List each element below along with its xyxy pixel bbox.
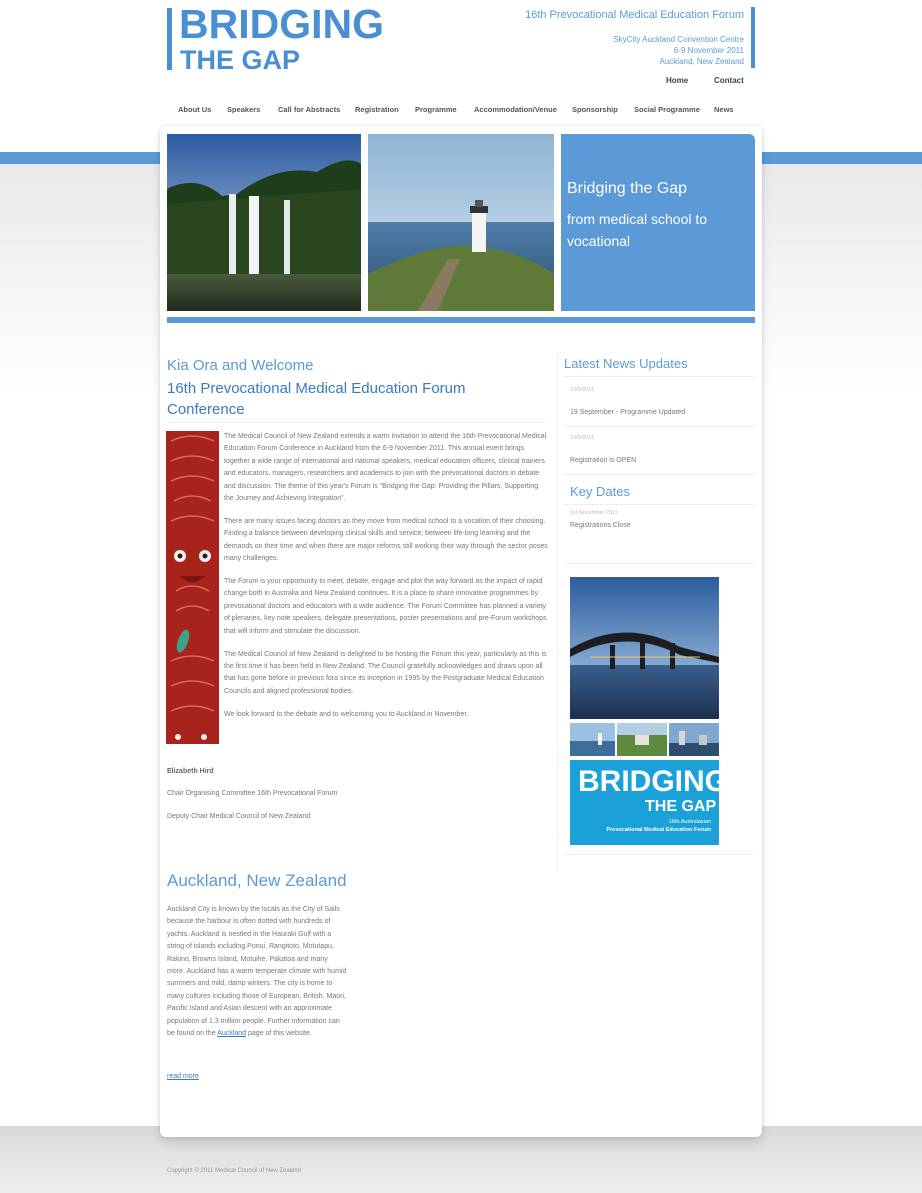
welcome-heading: Kia Ora and Welcome (167, 357, 314, 374)
nav-item-sponsorship[interactable]: Sponsorship (572, 105, 618, 114)
gallery-thumbnail[interactable] (669, 723, 719, 756)
auckland-page-link[interactable]: Auckland (217, 1030, 247, 1038)
signer-name: Elizabeth Hird (167, 768, 214, 775)
key-date: 1st November 2011 (570, 510, 618, 516)
event-venue: SkyCity Auckland Convention Centre (613, 35, 744, 44)
maori-carving-image (166, 431, 219, 744)
key-dates-divider (564, 563, 755, 564)
signer-role-1: Chair Organising Committee 16th Prevocational Forum (167, 790, 338, 797)
ad-line2: THE GAP (645, 798, 717, 815)
logo-line1: BRIDGING (179, 1, 384, 47)
banner-divider (167, 317, 755, 323)
heading-divider (167, 422, 547, 423)
key-dates-divider (564, 504, 755, 505)
home-link[interactable]: Home (666, 76, 689, 85)
nav-item-accommodation[interactable]: Accommodation/Venue (474, 105, 557, 114)
nav-item-registration[interactable]: Registration (355, 105, 399, 114)
ad-line4: Prevocational Medical Education Forum (606, 827, 711, 833)
nav-item-about-us[interactable]: About Us (178, 105, 212, 114)
news-divider (564, 426, 755, 427)
news-date: 23/9/2011 (570, 387, 595, 393)
welcome-paragraph: There are many issues facing doctors as they move from medical school to a vocation of their choosing. Finding a balance between developing clinical skills and service, between life-long learning and the demands on their time and when there are major reforms still working their way through the sector poses many challenges. (224, 517, 548, 563)
read-more-link[interactable]: read more (167, 1073, 199, 1080)
bridging-the-gap-ad[interactable] (570, 760, 728, 845)
nav-item-news[interactable]: News (714, 105, 734, 114)
auckland-text (167, 904, 347, 1040)
news-item-registration-open[interactable]: Registration is OPEN (570, 457, 637, 464)
nav-item-speakers[interactable]: Speakers (227, 105, 261, 114)
nav-item-call-for-abstracts[interactable]: Call for Abstracts (278, 105, 341, 114)
logo-bar (167, 8, 172, 70)
signer-role-2: Deputy Chair Medical Council of New Zealand (167, 813, 311, 820)
news-item-programme-updated[interactable]: 19 September - Programme Updated (570, 409, 686, 416)
ad-line3: 16th Australasian (668, 819, 711, 825)
main-nav (170, 105, 750, 117)
key-date-registrations-close: Registrations Close (570, 522, 631, 529)
auckland-text-end: page of this website. (247, 1030, 312, 1038)
gallery-thumbnail[interactable] (570, 723, 615, 756)
banner-title: Bridging the Gap (567, 180, 688, 197)
auckland-heading: Auckland, New Zealand (167, 871, 347, 890)
banner-subtitle: from medical school to vocational (567, 211, 708, 249)
logo-line2: THE GAP (180, 45, 301, 75)
news-date: 19/9/2011 (570, 435, 595, 441)
event-info (525, 8, 744, 67)
welcome-paragraph: The Medical Council of New Zealand extends a warm invitation to attend the 16th Prevocational Medical Education Forum Conference in Auckland from the 6-9 November 2011. This annual event brings together a wide range of international and national speakers, medical education officers, clinical trainers and educators, managers, researchers and academics to join with the prevocational doctors in debate and discussion. The theme of this year's Forum is "Bridging the Gap: Providing the Pillars, Supporting the Journey and Achieving Integration". (224, 433, 547, 503)
news-divider (564, 376, 755, 377)
waterfall-image (167, 134, 361, 311)
lighthouse-image (368, 134, 554, 311)
event-location: Auckland, New Zealand (659, 57, 744, 66)
nav-item-social-programme[interactable]: Social Programme (634, 105, 700, 114)
ad-caption (606, 818, 711, 834)
welcome-paragraph: The Forum is your opportunity to meet, debate, engage and plot the way forward as the impact of rapid change both in Australia and New Zealand continues. It is a place to share innovative programmes by prevocational doctors and educators with a wide audience. The Forum Committee has planned a variety of plenaries, key note speakers, delegate presentations, poster presentations and pre-Forum workshops that will inform and stimulate the discussion. (224, 578, 547, 635)
nav-item-programme[interactable]: Programme (415, 105, 457, 114)
event-accent-bar (751, 7, 755, 68)
welcome-paragraph: The Medical Council of New Zealand is delighted to be hosting the Forum this year, particularly as this is the first time it has been held in New Zealand. The Council gratefully acknowledges and draws upon all that has gone before in previous fora since its inception in 1995 by the Postgraduate Medical Education Councils and aligned professional bodies. (224, 650, 547, 695)
welcome-text (224, 431, 548, 732)
harbour-bridge-image (570, 577, 719, 719)
sidebar-divider (557, 352, 559, 872)
banner-tagline-box (561, 134, 755, 311)
gallery-thumbnail[interactable] (617, 723, 667, 756)
auckland-text-body: Auckland City is known by the locals as the City of Sails because the harbour is often dotted with hundreds of yachts. Auckland is nestled in the Hauraki Gulf with a string of islands including Ponui, Rangitoto, Motutapu, Rakino, Browns Island, Motuihe, Pakatoa and many more. Auckland has a warm temperate climate with humid summers and mild, damp winters. The city is home to many cultures including those of European, British, Maori, Pacific Island and Asian descent with an approximate population of 1.3 million people. Further information can be found on the (167, 906, 347, 1038)
sidebar-bottom-divider (564, 854, 755, 855)
ad-line1: BRIDGING (578, 765, 728, 798)
event-forum-name: 16th Prevocational Medical Education Forum (525, 9, 744, 21)
conference-heading: 16th Prevocational Medical Education Forum Conference (167, 380, 466, 418)
site-logo[interactable] (167, 1, 384, 75)
welcome-paragraph: We look forward to the debate and to welcoming you to Auckland in November. (224, 710, 469, 718)
contact-link[interactable]: Contact (714, 76, 744, 85)
news-divider (564, 474, 755, 475)
event-dates: 6-9 November 2011 (673, 46, 744, 55)
key-dates-heading: Key Dates (570, 484, 630, 499)
copyright-text: Copyright © 2011 Medical Council of New Zealand (167, 1168, 302, 1174)
news-heading: Latest News Updates (564, 356, 688, 371)
